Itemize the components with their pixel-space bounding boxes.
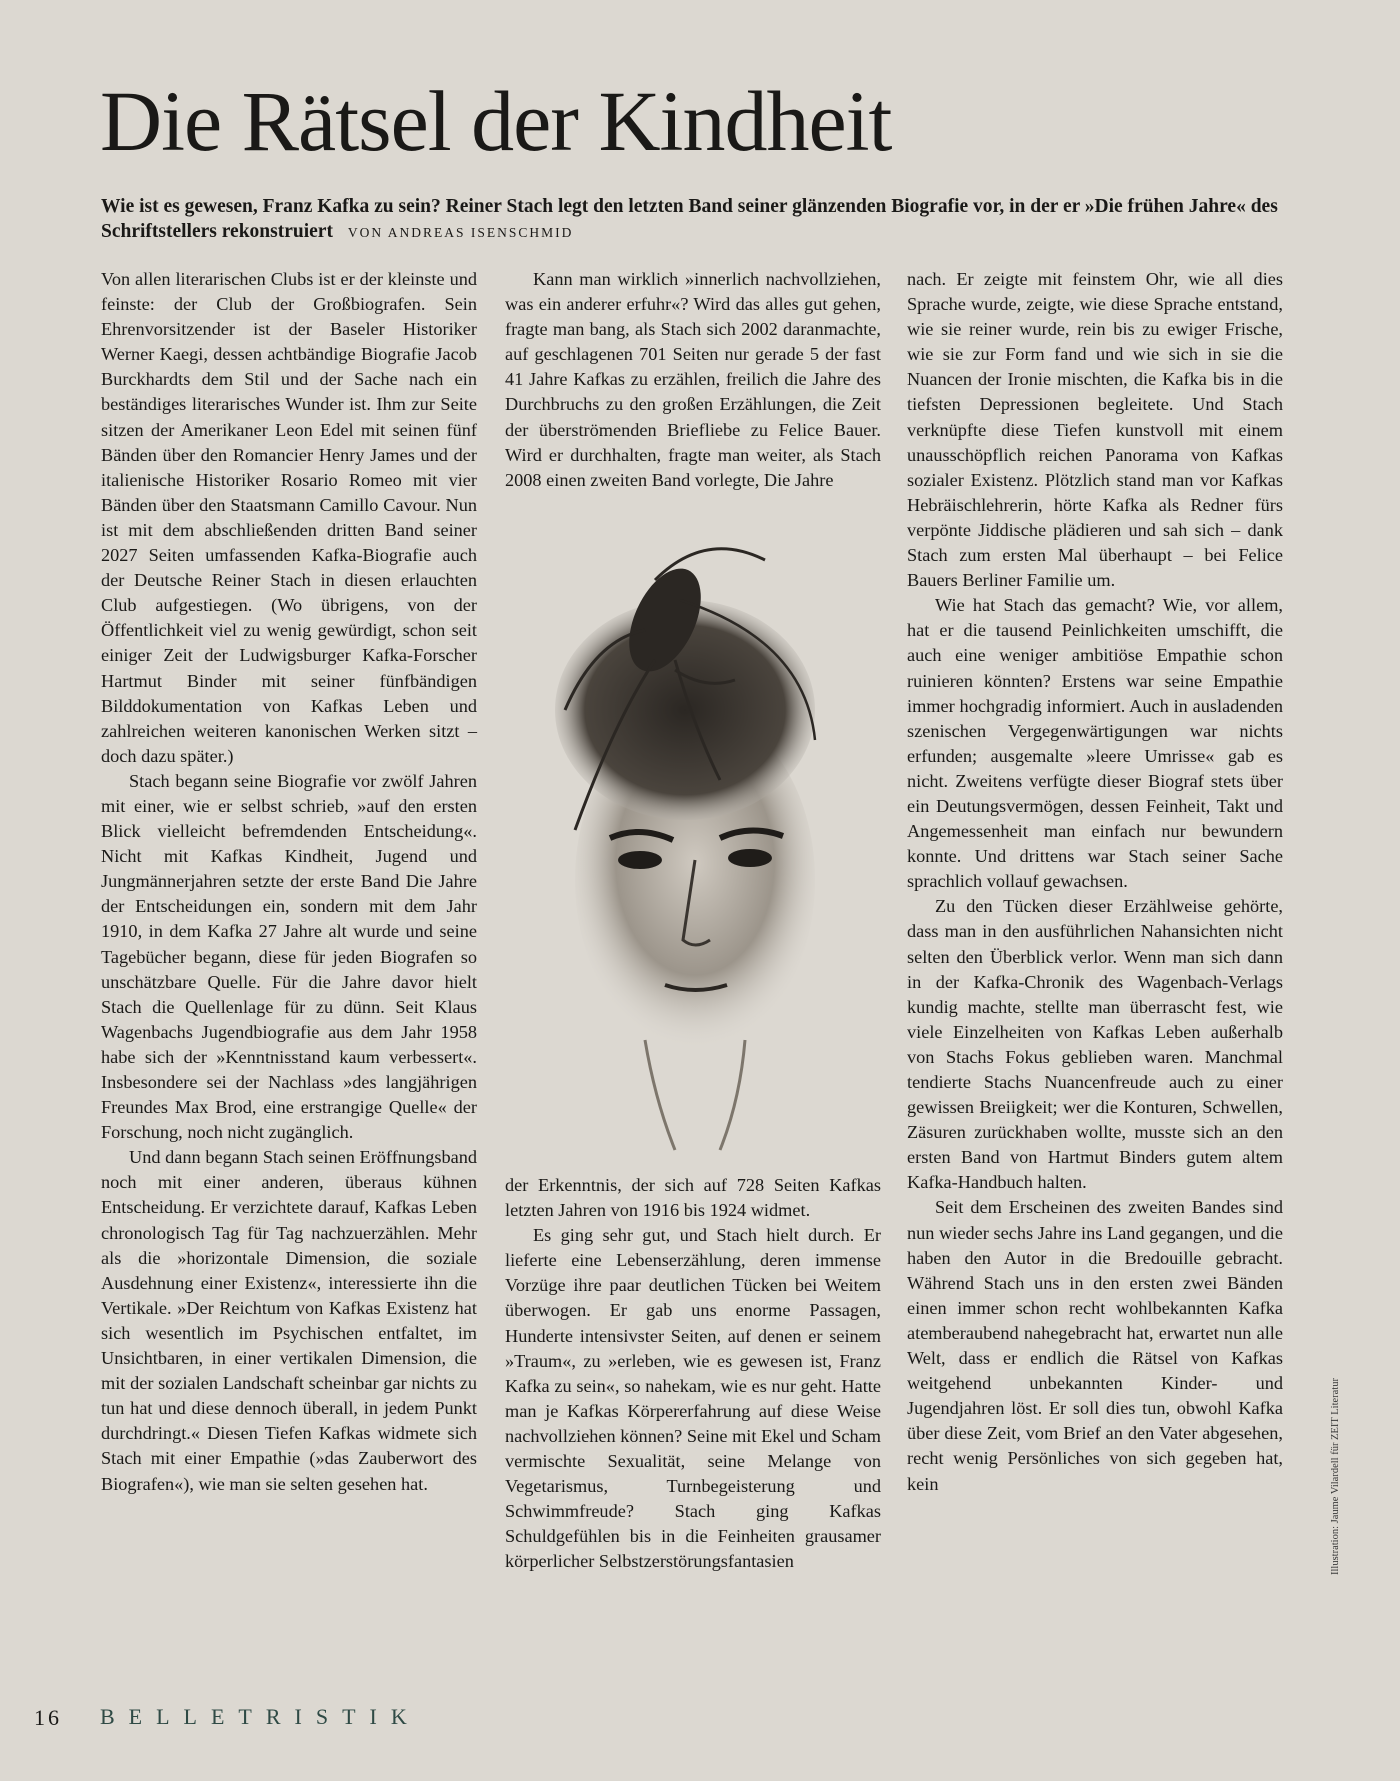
headline: Die Rätsel der Kindheit xyxy=(100,73,892,169)
paragraph: Seit dem Erscheinen des zweiten Bandes sind nun wieder sechs Jahre ins Land gegangen, und die haben den Autor in die Bredouille gebracht. Während Stach uns in den ersten zwei Bänden einen immer schon recht wohlbekannten Kafka atemberaubend nahegebracht hat, erwartet nun alle Welt, dass er endlich die Rätsel von Kafkas weitgehend unbekannten Kinder- und Jugendjahren löst. Er soll dies tun, obwohl Kafka über diese Zeit, vom Brief an den Vater abgesehen, recht wenig Persönliches von sich gegeben hat, kein xyxy=(907,1197,1283,1494)
paragraph: Von allen literarischen Clubs ist er der kleinste und feinste: der Club der Großbiografen. Sein Ehrenvorsitzender ist der Baseler Historiker Werner Kaegi, dessen achtbändige Biografie Jacob Burckhardts dem Stil und der Sache nach ein beständiges literarisches Wunder ist. Ihm zur Seite sitzen der Amerikaner Leon Edel mit seinen fünf Bänden über den Romancier Henry James und der italienische Historiker Rosario Romeo mit vier Bänden über den Staatsmann Camillo Cavour. Nun ist mit dem abschließenden dritten Band seiner 2027 Seiten umfassenden Kafka-Biografie auch der Deutsche Reiner Stach in diesen erlauchten Club aufgestiegen. (Wo übrigens, von der Öffentlichkeit viel zu wenig gewürdigt, schon seit einiger Zeit der Ludwigsburger Kafka-Forscher Hartmut Binder mit seiner fünfbändigen Bilddokumentation von Kafkas Leben und zahlreichen weiteren kanonischen Werken sitzt – doch dazu später.) xyxy=(101,269,477,766)
paragraph: Kann man wirklich »innerlich nachvollziehen, was ein anderer erfuhr«? Wird das alles gut gehen, fragte man bang, als Stach sich 2002 daranmachte, auf geschlagenen 701 Seiten nur gerade 5 der fast 41 Jahre Kafkas zu erzählen, freilich die Jahre des Durchbruchs zu den großen Erzählungen, die Zeit der überströmenden Briefliebe zu Felice Bauer. Wird er durchhalten, fragte man weiter, als Stach 2008 einen zweiten Band vorlegte, Die Jahre xyxy=(505,269,881,490)
column-2-top xyxy=(505,267,881,522)
column-3 xyxy=(907,267,1283,1582)
right-eye xyxy=(728,849,772,867)
paragraph: Und dann begann Stach seinen Eröffnungsband noch mit einer anderen, überaus kühnen Entscheidung. Er verzichtete darauf, Kafkas Leben chronologisch Tag für Tag nachzuerzählen. Mehr als die »horizontale Dimension, die soziale Ausdehnung einer Existenz«, interessierte ihn die Vertikale. »Der Reichtum von Kafkas Existenz hat sich wesentlich im Psychischen entfaltet, im Unsichtbaren, in einer vertikalen Dimension, die mit der sozialen Landschaft scheinbar gar nichts zu tun hat und diese dennoch überall, in jedem Punkt durchdringt.« Diesen Tiefen Kafkas widmete sich Stach mit einer Empathie (»das Zauberwort des Biografen«), wie man sie selten gesehen hat. xyxy=(101,1147,477,1494)
section-label: BELLETRISTIK xyxy=(100,1704,421,1729)
paragraph: der Erkenntnis, der sich auf 728 Seiten Kafkas letzten Jahren von 1916 bis 1924 widmet. xyxy=(505,1175,881,1221)
column-2-bottom xyxy=(505,1173,881,1583)
page-number: 16 xyxy=(34,1705,62,1730)
paragraph: nach. Er zeigte mit feinstem Ohr, wie all dies Sprache wurde, zeigte, wie diese Sprache entstand, wie sie reiner wurde, rein bis zu ewiger Frische, wie sie zur Form fand und wie sich in sie die Nuancen der Ironie mischten, die Kafka bis in die tiefsten Depressionen begleitete. Und Stach verknüpfte diese Tiefen kunstvoll mit einem unausschöpflich reichen Panorama von Kafkas sozialer Existenz. Plötzlich stand man vor Kafkas Hebräischlehrerin, hörte Kafka als Redner fürs verpönte Jiddische plädieren und sah sich – dank Stach zum ersten Mal überhaupt – bei Felice Bauers Berliner Familie um. xyxy=(907,269,1283,591)
illustration-credit: Illustration: Jaume Vilardell für ZEIT Literatur xyxy=(1330,1378,1341,1575)
byline: VON ANDREAS ISENSCHMID xyxy=(347,225,574,240)
paragraph: Es ging sehr gut, und Stach hielt durch. Er lieferte eine Lebenserzählung, deren immense Vorzüge ihre paar deutlichen Tücken bei Weitem überwogen. Er gab uns enorme Passagen, Hunderte intensivster Seiten, auf denen er seinem »Traum«, zu »erleben, wie es gewesen ist, Franz Kafka zu sein«, so nahekam, wie es nur geht. Hatte man je Kafkas Körpererfahrung auf diese Weise nachvollziehen können? Seine mit Ekel und Scham vermischte Sexualität, seine Melange von Vegetarismus, Turnbegeisterung und Schwimmfreude? Stach ging Kafkas Schuldgefühlen bis in die Feinheiten grausamer körperlicher Selbstzerstörungsfantasien xyxy=(505,1225,881,1572)
paragraph: Wie hat Stach das gemacht? Wie, vor allem, hat er die tausend Peinlichkeiten umschifft, die auch eine weniger ambitiöse Empathie schon ruinieren könnten? Erstens war seine Empathie immer hochgradig informiert. Auch in ausladenden szenischen Vergegenwärtigungen war nichts erfunden; ausgemalte »leere Umrisse« gab es nicht. Zweitens verfügte dieser Biograf stets über ein Deutungsvermögen, dessen Feinheit, Takt und Angemessenheit man einfach nur bewundern konnte. Und drittens war Stach seiner Sache sprachlich vollauf gewachsen. xyxy=(907,595,1283,892)
column-1 xyxy=(101,267,477,1582)
paragraph: Zu den Tücken dieser Erzählweise gehörte, dass man in den ausführlichen Nahansichten nicht selten den Überblick verlor. Wenn man sich dann in der Kafka-Chronik des Wagenbach-Verlags kundig machte, stellte man überrascht fest, wie viele Einzelheiten von Kafkas Leben außerhalb von Stachs Fokus geblieben waren. Manchmal tendierte Stachs Nuancenfreude auch zu einer gewissen Breiigkeit; wer die Konturen, Schwellen, Zäsuren zurückhaben wollte, musste sich an den ersten Band von Hartmut Binders gutem altem Kafka-Handbuch halten. xyxy=(907,896,1283,1193)
left-eye xyxy=(618,851,662,869)
deck-text: Wie ist es gewesen, Franz Kafka zu sein? Reiner Stach legt den letzten Band seiner glänzenden Biografie vor, in der er »Die frühen Jahre« des Schriftstellers rekonstruiert xyxy=(101,196,1278,242)
kafka-portrait-illustration xyxy=(505,540,885,1160)
paragraph: Stach begann seine Biografie vor zwölf Jahren mit einer, wie er selbst schrieb, »auf den ersten Blick vielleicht befremdenden Entscheidung«. Nicht mit Kafkas Kindheit, Jugend und Jungmännerjahren setzte der erste Band Die Jahre der Entscheidungen ein, sondern mit dem Jahr 1910, in dem Kafka 27 Jahre alt wurde und seine Tagebücher begann, diese für jeden Biografen so unschätzbare Quelle. Für die Jahre davor hielt Stach die Quellenlage für zu dünn. Seit Klaus Wagenbachs Jugendbiografie aus dem Jahr 1958 habe sich der »Kenntnisstand kaum verbessert«. Insbesondere sei der Nachlass »des langjährigen Freundes Max Brod, eine erstrangige Quelle« der Forschung, noch nicht zugänglich. xyxy=(101,770,477,1143)
deck xyxy=(101,194,1301,245)
